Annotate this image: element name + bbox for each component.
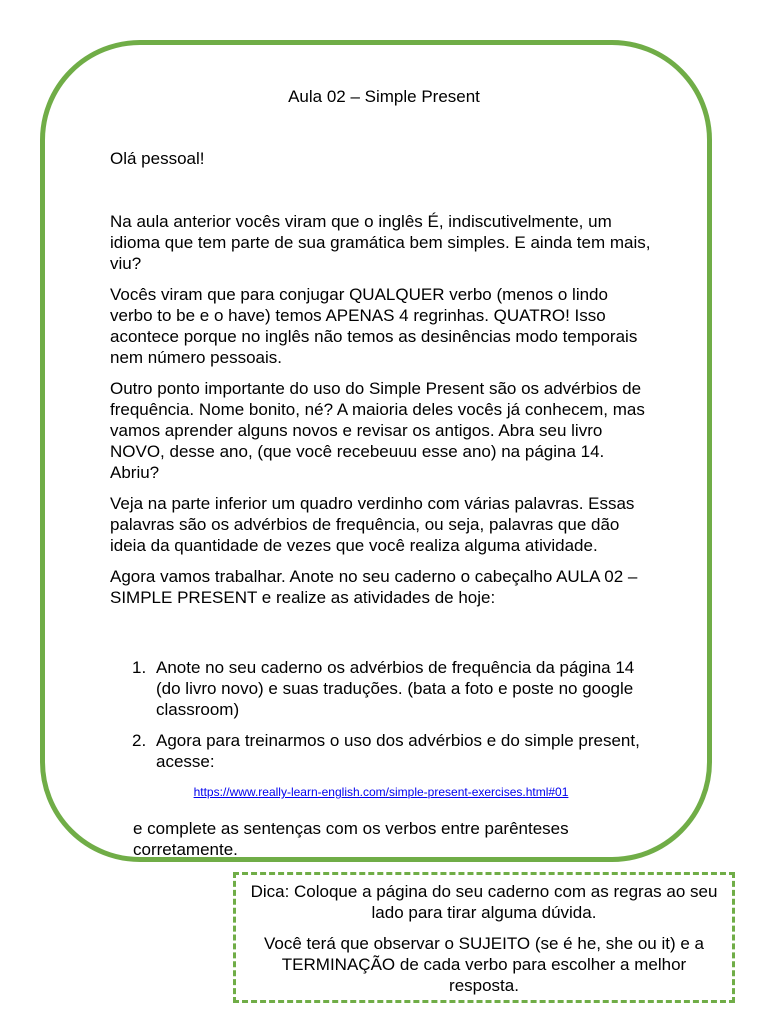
- tip-text: Dica: Coloque a página do seu caderno com as regras ao seu lado para tirar alguma dúvida.: [250, 882, 718, 922]
- greeting-text: Olá pessoal!: [110, 149, 205, 168]
- activity-item: [110, 730, 655, 772]
- exercise-link-row: [110, 782, 652, 803]
- activity-text: Agora para treinarmos o uso dos advérbios e do simple present, acesse:: [156, 731, 640, 771]
- paragraph-instructions: Agora vamos trabalhar. Anote no seu caderno o cabeçalho AULA 02 – SIMPLE PRESENT e realize as atividades de hoje:: [110, 567, 638, 607]
- paragraph-adverbs: Outro ponto importante do uso do Simple Present são os advérbios de frequência. Nome bonito, né? A maioria deles vocês já conhecem, mas vamos aprender alguns novos e revisar os antigos. Abra seu livro NOVO, desse ano, (que você recebeuuu esse ano) na página 14. Abriu?: [110, 379, 645, 482]
- activity-number: 2.: [132, 731, 147, 750]
- paragraph-conjugation: Vocês viram que para conjugar QUALQUER verbo (menos o lindo verbo to be e o have) temos APENAS 4 regrinhas. QUATRO! Isso acontece porque no inglês não temos as desinências modo temporais nem número pessoais.: [110, 285, 638, 367]
- activity-text: Anote no seu caderno os advérbios de frequência da página 14 (do livro novo) e suas traduções. (bata a foto e poste no google classroom): [156, 658, 635, 719]
- lesson-content: [110, 86, 655, 860]
- tip-box: [233, 872, 735, 1003]
- tip-text: Você terá que observar o SUJEITO (se é he, she ou it) e a TERMINAÇÃO de cada verbo para escolher a melhor resposta.: [263, 934, 705, 995]
- activity-item: [110, 657, 655, 720]
- closing-instruction: e complete as sentenças com os verbos entre parênteses corretamente.: [133, 819, 569, 859]
- paragraph-intro: Na aula anterior vocês viram que o inglês É, indiscutivelmente, um idioma que tem parte de sua gramática bem simples. E ainda tem mais, viu?: [110, 212, 651, 273]
- paragraph-green-box: Veja na parte inferior um quadro verdinho com várias palavras. Essas palavras são os advérbios de frequência, ou seja, palavras que dão ideia da quantidade de vezes que você realiza alguma atividade.: [110, 494, 635, 555]
- activity-number: 1.: [132, 658, 147, 677]
- activity-list: [110, 657, 655, 772]
- exercise-link[interactable]: https://www.really-learn-english.com/simple-present-exercises.html#01: [193, 785, 569, 799]
- lesson-title: Aula 02 – Simple Present: [288, 87, 480, 106]
